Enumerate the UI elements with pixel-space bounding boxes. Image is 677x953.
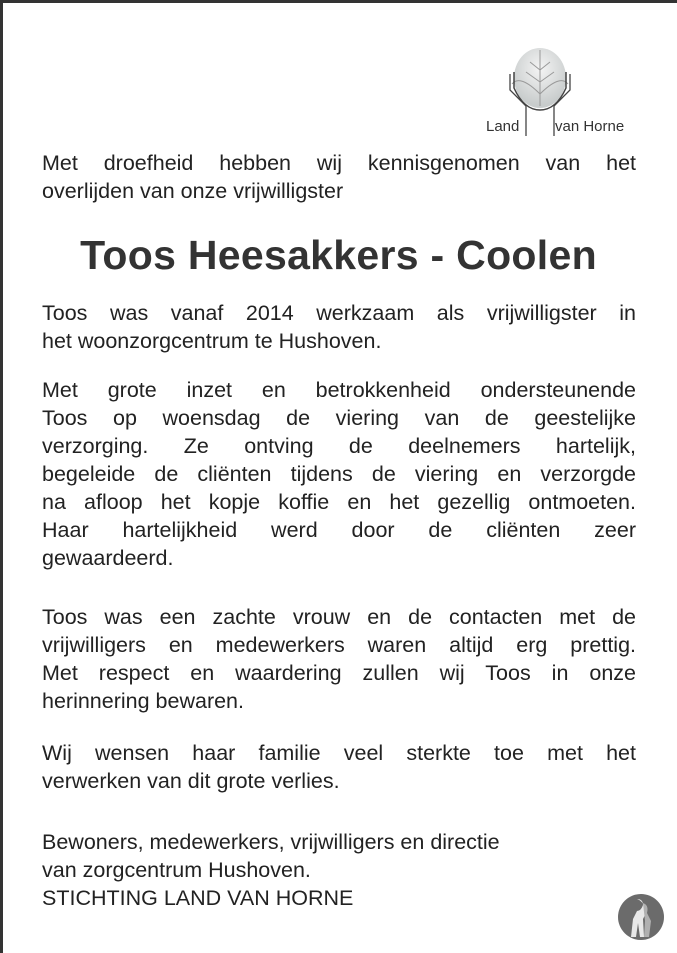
text-line: Met respect en waardering zullen wij Toos in onze xyxy=(42,661,636,685)
embracing-figures-icon xyxy=(617,893,665,946)
text-line: STICHTING LAND VAN HORNE xyxy=(42,886,354,910)
logo-text-right: van Horne xyxy=(555,118,625,135)
paragraph-1 xyxy=(42,299,636,355)
text-line: vrijwilligers en medewerkers waren altijd erg prettig. xyxy=(42,633,636,657)
text-line: Met droefheid hebben wij kennisgenomen van het xyxy=(42,151,636,175)
logo-text-left: Land xyxy=(486,118,520,135)
paragraph-2 xyxy=(42,376,636,572)
paragraph-3 xyxy=(42,603,636,715)
text-line: Met grote inzet en betrokkenheid ondersteunende xyxy=(42,378,636,402)
text-line: herinnering bewaren. xyxy=(42,689,244,713)
deceased-name: Toos Heesakkers - Coolen xyxy=(80,232,597,278)
text-line: Toos was een zachte vrouw en de contacten met de xyxy=(42,605,636,629)
text-line: na afloop het kopje koffie en het gezellig ontmoeten. xyxy=(42,490,636,514)
text-line: Wij wensen haar familie veel sterkte toe met het xyxy=(42,741,636,765)
text-line: begeleide de cliënten tijdens de viering en verzorgde xyxy=(42,462,636,486)
paragraph-4 xyxy=(42,739,636,795)
text-line: overlijden van onze vrijwilligster xyxy=(42,179,344,203)
text-line: van zorgcentrum Hushoven. xyxy=(42,858,311,882)
text-line: Toos op woensdag de viering van de geestelijke xyxy=(42,406,636,430)
land-van-horne-logo xyxy=(486,40,636,140)
text-line: gewaardeerd. xyxy=(42,546,174,570)
text-line: Haar hartelijkheid werd door de cliënten zeer xyxy=(42,518,636,542)
text-line: Bewoners, medewerkers, vrijwilligers en directie xyxy=(42,830,500,854)
closing-signature xyxy=(42,828,636,912)
text-line: verwerken van dit grote verlies. xyxy=(42,769,340,793)
intro-text xyxy=(42,149,636,205)
text-line: verzorging. Ze ontving de deelnemers hartelijk, xyxy=(42,434,636,458)
text-line: het woonzorgcentrum te Hushoven. xyxy=(42,329,382,353)
text-line: Toos was vanaf 2014 werkzaam als vrijwilligster in xyxy=(42,301,636,325)
